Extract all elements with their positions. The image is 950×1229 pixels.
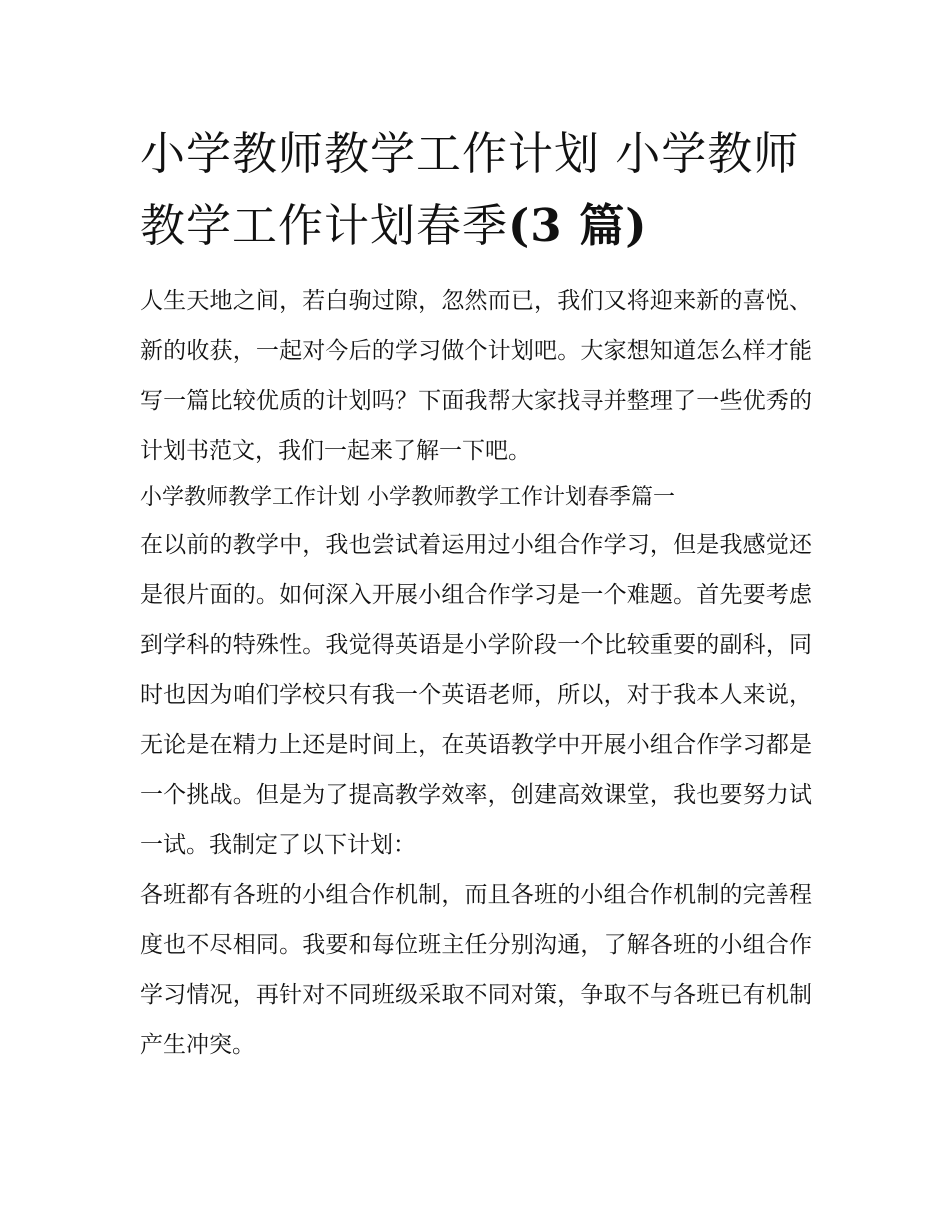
document-content — [140, 118, 812, 1070]
document-title — [140, 118, 812, 262]
body-paragraph-2: 各班都有各班的小组合作机制，而且各班的小组合作机制的完善程度也不尽相同。我要和每位班主任分别沟通，了解各班的小组合作学习情况，再针对不同班级采取不同对策，争取不与各班已有机制产生冲突。 — [140, 882, 812, 1058]
body-paragraph-1: 在以前的教学中，我也尝试着运用过小组合作学习，但是我感觉还是很片面的。如何深入开展小组合作学习是一个难题。首先要考虑到学科的特殊性。我觉得英语是小学阶段一个比较重要的副科，同时也因为咱们学校只有我一个英语老师，所以，对于我本人来说，无论是在精力上还是时间上，在英语教学中开展小组合作学习都是一个挑战。但是为了提高教学效率，创建高效课堂，我也要努力试一试。我制定了以下计划： — [140, 532, 812, 858]
document-title-main: 小学教师教学工作计划 小学教师教学工作计划春季 — [140, 127, 800, 252]
intro-paragraph: 人生天地之间，若白驹过隙，忽然而已，我们又将迎来新的喜悦、新的收获，一起对今后的学习做个计划吧。大家想知道怎么样才能写一篇比较优质的计划吗？下面我帮大家找寻并整理了一些优秀的计划书范文，我们一起来了解一下吧。 — [140, 288, 812, 464]
section-heading: 小学教师教学工作计划 小学教师教学工作计划春季篇一 — [140, 485, 675, 510]
document-title-count: (3 篇) — [508, 199, 648, 252]
